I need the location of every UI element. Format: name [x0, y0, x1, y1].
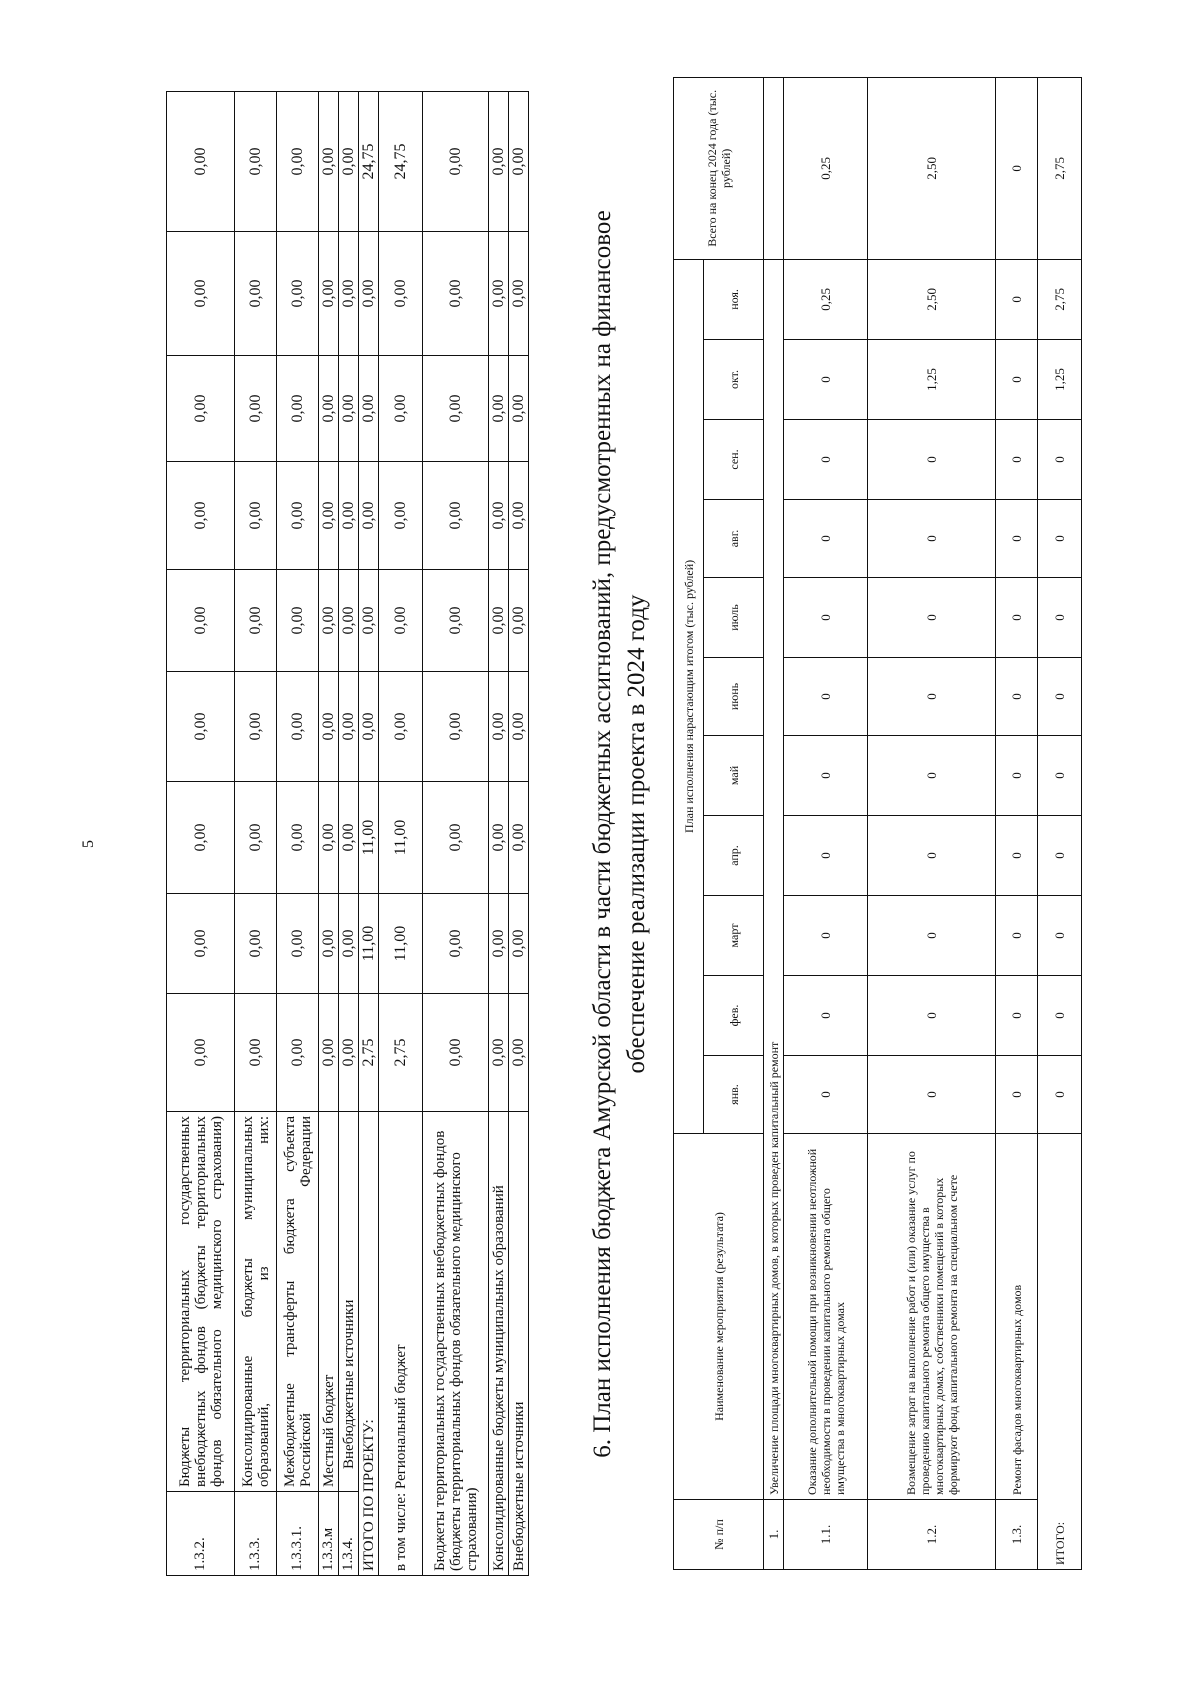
value-cell: 0,00	[339, 994, 359, 1112]
value-cell: 0,00	[277, 672, 319, 782]
value-cell: 0,00	[489, 782, 509, 894]
row-name: Внебюджетные источники	[339, 1112, 359, 1492]
value-cell: 0	[996, 896, 1038, 976]
row-name: Возмещение затрат на выполнение работ и (или) оказание услуг по проведению капитального ремонта общего имущества в многоквартирных домах, собственники помещений в которых формируют фонд капитального ремонта на специальном счете	[868, 1134, 996, 1500]
value-cell: 0,00	[167, 894, 235, 994]
value-cell: 0,00	[339, 356, 359, 462]
value-cell: 0,00	[379, 232, 423, 356]
value-cell: 0	[784, 420, 868, 500]
row-name: ИТОГО ПО ПРОЕКТУ:	[359, 1112, 379, 1576]
value-cell: 0,00	[379, 462, 423, 570]
table-row	[359, 92, 379, 1576]
value-cell: 0	[1038, 500, 1082, 578]
value-cell: 0,00	[339, 672, 359, 782]
value-cell: 0,00	[319, 232, 339, 356]
value-cell: 0,00	[379, 672, 423, 782]
value-cell: 0	[1038, 896, 1082, 976]
group-name: Увеличение площади многоквартирных домов, в которых проведен капитальный ремонт	[764, 259, 784, 1499]
header-month: авг.	[704, 500, 764, 578]
value-cell: 0,00	[277, 894, 319, 994]
value-cell: 0,00	[235, 894, 277, 994]
value-cell: 0,00	[509, 356, 529, 462]
value-cell: 0,00	[167, 462, 235, 570]
table-row	[277, 92, 319, 1576]
value-cell: 2,75	[1038, 259, 1082, 339]
value-cell: 0	[996, 976, 1038, 1056]
funding-sources-table	[166, 91, 529, 1576]
value-cell: 0	[996, 658, 1038, 736]
value-cell: 0	[996, 420, 1038, 500]
value-cell: 2,75	[379, 994, 423, 1112]
value-cell: 11,00	[359, 894, 379, 994]
value-cell: 0	[996, 816, 1038, 896]
value-cell: 0,00	[423, 356, 489, 462]
value-cell: 0,00	[277, 92, 319, 232]
header-num: № п/п	[674, 1500, 764, 1570]
value-cell: 1,25	[1038, 340, 1082, 420]
table-row	[1038, 77, 1082, 1569]
value-cell: 0,00	[489, 672, 509, 782]
value-cell: 0	[868, 736, 996, 816]
value-cell: 0,00	[277, 462, 319, 570]
row-code: 1.3.3.1.	[277, 1492, 319, 1576]
value-cell: 0,00	[423, 232, 489, 356]
section-title-line-2: обеспечение реализации проекта в 2024 году	[623, 594, 650, 1074]
header-month: янв.	[704, 1056, 764, 1134]
value-cell: 0	[1038, 658, 1082, 736]
value-cell: 0,00	[509, 672, 529, 782]
value-cell: 0,00	[423, 894, 489, 994]
page-number: 5	[80, 840, 97, 848]
value-cell: 0,00	[509, 570, 529, 672]
value-cell: 0,00	[489, 232, 509, 356]
value-cell: 0	[996, 736, 1038, 816]
value-cell: 0	[784, 500, 868, 578]
row-name: Консолидированные бюджеты муниципальных образований, из них:	[235, 1112, 277, 1492]
value-cell: 0,00	[489, 570, 509, 672]
row-name: в том числе: Региональный бюджет	[379, 1112, 423, 1576]
budget-plan-table	[673, 77, 1082, 1570]
value-cell: 0	[868, 816, 996, 896]
row-num: 1.2.	[868, 1500, 996, 1570]
value-cell: 0	[868, 578, 996, 658]
total-cell: 2,75	[1038, 77, 1082, 259]
row-code: 1.3.4.	[339, 1492, 359, 1576]
row-code: 1.3.2.	[167, 1492, 235, 1576]
value-cell: 0,00	[489, 894, 509, 994]
value-cell: 0,00	[359, 570, 379, 672]
value-cell: 0	[996, 340, 1038, 420]
table-row	[489, 92, 509, 1576]
row-code: 1.3.3.	[235, 1492, 277, 1576]
value-cell: 0,00	[359, 232, 379, 356]
rotated-page-content	[166, 89, 1126, 1576]
value-cell: 0,00	[167, 92, 235, 232]
header-month: июль	[704, 578, 764, 658]
value-cell: 0,00	[235, 782, 277, 894]
value-cell: 0	[996, 500, 1038, 578]
value-cell: 0,00	[489, 356, 509, 462]
header-month: май	[704, 736, 764, 816]
value-cell: 1,25	[868, 340, 996, 420]
table-row	[784, 77, 868, 1569]
header-month: апр.	[704, 816, 764, 896]
value-cell: 0,00	[277, 232, 319, 356]
row-num: 1.	[764, 1500, 784, 1570]
value-cell: 0	[784, 736, 868, 816]
value-cell: 0	[784, 340, 868, 420]
value-cell: 0,00	[235, 672, 277, 782]
value-cell: 0	[868, 420, 996, 500]
value-cell: 0,00	[319, 356, 339, 462]
header-month: окт.	[704, 340, 764, 420]
value-cell: 0	[1038, 816, 1082, 896]
value-cell: 0,00	[235, 232, 277, 356]
value-cell: 0	[784, 1056, 868, 1134]
table-row	[996, 77, 1038, 1569]
section-title	[586, 92, 654, 1576]
value-cell: 0	[784, 816, 868, 896]
header-month: сен.	[704, 420, 764, 500]
value-cell: 0	[784, 896, 868, 976]
value-cell: 0,00	[277, 994, 319, 1112]
table-row	[868, 77, 996, 1569]
value-cell: 0	[784, 658, 868, 736]
value-cell: 11,00	[359, 782, 379, 894]
header-month: март	[704, 896, 764, 976]
header-month: ноя.	[704, 259, 764, 339]
value-cell: 0,00	[167, 782, 235, 894]
value-cell: 0	[996, 259, 1038, 339]
row-num: 1.1.	[784, 1500, 868, 1570]
value-cell: 0,00	[509, 232, 529, 356]
value-cell: 0	[784, 976, 868, 1056]
value-cell: 0	[996, 1056, 1038, 1134]
value-cell: 0,00	[235, 570, 277, 672]
value-cell: 2,75	[359, 994, 379, 1112]
total-cell: 2,50	[868, 77, 996, 259]
row-num: 1.3.	[996, 1500, 1038, 1570]
header-total: Всего на конец 2024 года (тыс. рублей)	[674, 77, 764, 259]
value-cell: 0,00	[423, 570, 489, 672]
row-name: Бюджеты территориальных государственных внебюджетных фондов (бюджеты территориальных фондов обязательного медицинского страхования)	[167, 1112, 235, 1492]
value-cell: 0,00	[339, 232, 359, 356]
value-cell: 0,00	[379, 356, 423, 462]
value-cell: 0,00	[423, 782, 489, 894]
value-cell: 0	[868, 500, 996, 578]
value-cell: 0,00	[339, 92, 359, 232]
value-cell: 0,00	[277, 782, 319, 894]
value-cell: 0,00	[167, 994, 235, 1112]
value-cell: 0,00	[167, 356, 235, 462]
table-row	[167, 92, 235, 1576]
table-row	[235, 92, 277, 1576]
section-title-line-1: 6. План исполнения бюджета Амурской области в части бюджетных ассигнований, предусмотренных на финансовое	[589, 210, 616, 1458]
row-name: Консолидированные бюджеты муниципальных образований	[489, 1112, 509, 1576]
value-cell: 0,00	[319, 92, 339, 232]
value-cell: 0,00	[319, 994, 339, 1112]
row-name: Местный бюджет	[319, 1112, 339, 1492]
value-cell: 2,50	[868, 259, 996, 339]
row-name: Внебюджетные источники	[509, 1112, 529, 1576]
value-cell: 0,00	[509, 894, 529, 994]
value-cell: 0	[996, 578, 1038, 658]
value-cell: 0,25	[784, 259, 868, 339]
value-cell: 0,00	[489, 462, 509, 570]
value-cell: 0,00	[235, 462, 277, 570]
value-cell: 0	[1038, 976, 1082, 1056]
value-cell: 0	[1038, 1056, 1082, 1134]
value-cell: 0,00	[359, 462, 379, 570]
table-row	[319, 92, 339, 1576]
total-cell: 0,25	[784, 77, 868, 259]
value-cell: 0	[784, 578, 868, 658]
value-cell: 0,00	[509, 782, 529, 894]
value-cell: 0,00	[423, 672, 489, 782]
row-name: Бюджеты территориальных государственных внебюджетных фондов (бюджеты территориальных фондов обязательного медицинского страхования)	[423, 1112, 489, 1576]
value-cell: 0,00	[489, 994, 509, 1112]
value-cell: 24,75	[359, 92, 379, 232]
value-cell: 0	[868, 896, 996, 976]
row-code: 1.3.3.м	[319, 1492, 339, 1576]
value-cell: 11,00	[379, 782, 423, 894]
value-cell: 0,00	[339, 570, 359, 672]
value-cell: 0,00	[509, 994, 529, 1112]
value-cell: 0,00	[167, 672, 235, 782]
value-cell: 0,00	[235, 92, 277, 232]
row-name: Межбюджетные трансферты бюджета субъекта Российской Федерации	[277, 1112, 319, 1492]
value-cell: 0,00	[359, 672, 379, 782]
header-name: Наименование мероприятия (результата)	[674, 1134, 764, 1500]
value-cell: 0	[868, 976, 996, 1056]
value-cell: 11,00	[379, 894, 423, 994]
table-row	[764, 77, 784, 1569]
value-cell: 0,00	[509, 462, 529, 570]
value-cell: 0,00	[235, 994, 277, 1112]
value-cell: 0,00	[319, 462, 339, 570]
table-row	[509, 92, 529, 1576]
value-cell: 0,00	[339, 894, 359, 994]
empty-cell	[764, 77, 784, 259]
value-cell: 0,00	[167, 232, 235, 356]
value-cell: 0,00	[423, 462, 489, 570]
value-cell: 0,00	[379, 570, 423, 672]
header-plan: План исполнения нарастающим итогом (тыс. рублей)	[674, 259, 704, 1133]
value-cell: 0,00	[167, 570, 235, 672]
value-cell: 0	[1038, 736, 1082, 816]
value-cell: 24,75	[379, 92, 423, 232]
header-row	[674, 77, 704, 1569]
value-cell: 0,00	[509, 92, 529, 232]
header-month: фев.	[704, 976, 764, 1056]
header-month: июнь	[704, 658, 764, 736]
value-cell: 0	[1038, 578, 1082, 658]
row-name: Оказание дополнительной помощи при возникновении неотложной необходимости в проведении капитального ремонта общего имущества в многоквартирных домах	[784, 1134, 868, 1500]
value-cell: 0	[868, 1056, 996, 1134]
value-cell: 0,00	[319, 894, 339, 994]
value-cell: 0,00	[359, 356, 379, 462]
value-cell: 0,00	[277, 356, 319, 462]
total-label: ИТОГО:	[1038, 1134, 1082, 1570]
value-cell: 0,00	[339, 462, 359, 570]
table-row	[379, 92, 423, 1576]
total-cell: 0	[996, 77, 1038, 259]
value-cell: 0	[868, 658, 996, 736]
value-cell: 0,00	[319, 570, 339, 672]
value-cell: 0,00	[489, 92, 509, 232]
value-cell: 0	[1038, 420, 1082, 500]
value-cell: 0,00	[423, 994, 489, 1112]
table-row	[339, 92, 359, 1576]
value-cell: 0,00	[319, 672, 339, 782]
value-cell: 0,00	[319, 782, 339, 894]
value-cell: 0,00	[423, 92, 489, 232]
row-name: Ремонт фасадов многоквартирных домов	[996, 1134, 1038, 1500]
value-cell: 0,00	[339, 782, 359, 894]
table-row	[423, 92, 489, 1576]
value-cell: 0,00	[277, 570, 319, 672]
value-cell: 0,00	[235, 356, 277, 462]
